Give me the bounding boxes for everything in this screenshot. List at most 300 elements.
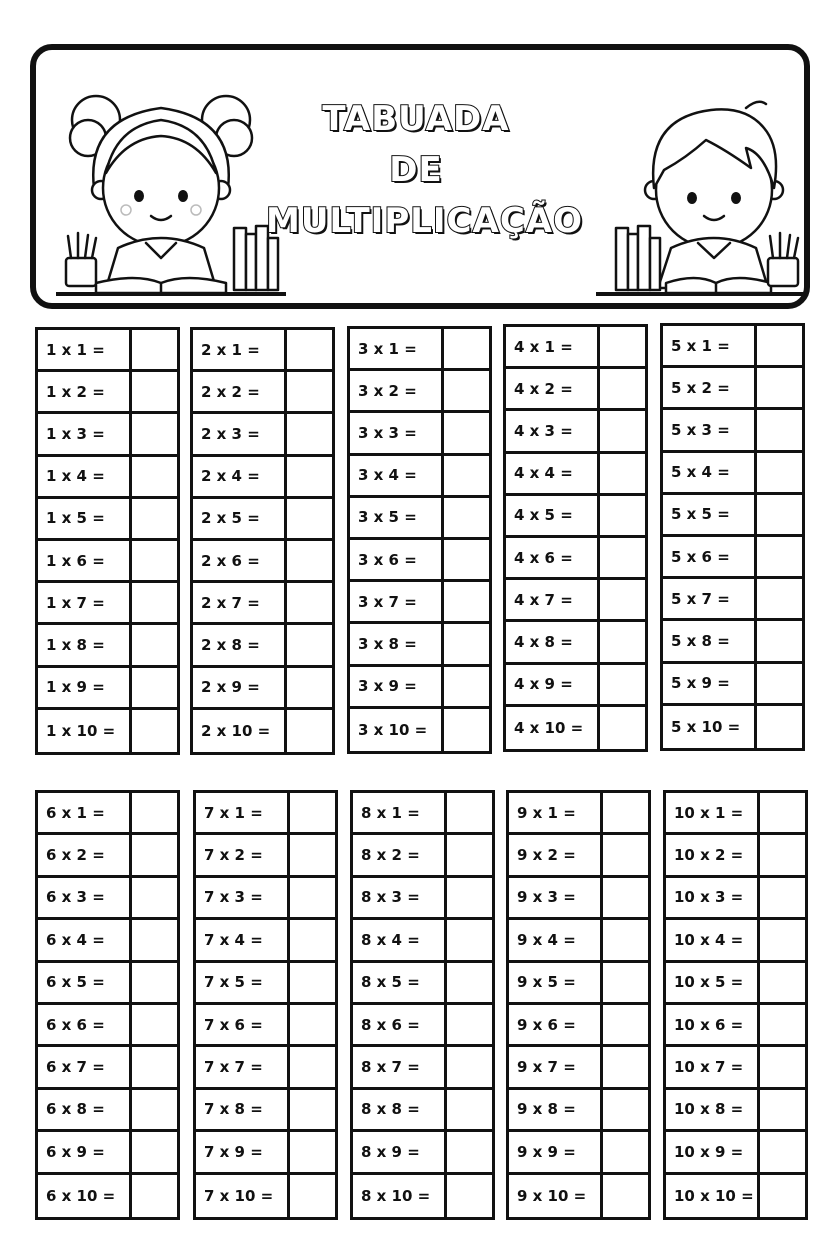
table-row <box>196 1175 335 1217</box>
equation-label: 3 x 6 = <box>358 550 417 569</box>
table-row <box>38 1047 177 1089</box>
answer-box[interactable] <box>754 537 802 576</box>
answer-box[interactable] <box>284 541 332 580</box>
answer-box[interactable] <box>287 1175 335 1217</box>
answer-box[interactable] <box>757 1090 805 1129</box>
answer-box[interactable] <box>284 372 332 411</box>
answer-box[interactable] <box>129 1047 177 1086</box>
equation-label: 6 x 3 = <box>46 888 105 907</box>
table-row <box>196 1005 335 1047</box>
equation-label: 8 x 1 = <box>361 803 420 822</box>
table-row <box>506 369 645 411</box>
answer-box[interactable] <box>757 793 805 832</box>
answer-box[interactable] <box>597 369 645 408</box>
answer-box[interactable] <box>441 624 489 663</box>
title-line-1: TABUADA <box>322 99 510 139</box>
table-row <box>350 540 489 582</box>
table-row <box>38 920 177 962</box>
equation-label: 4 x 4 = <box>514 464 573 483</box>
equation-label: 10 x 2 = <box>674 846 744 865</box>
table-row <box>38 1005 177 1047</box>
answer-box[interactable] <box>129 793 177 832</box>
answer-box[interactable] <box>287 963 335 1002</box>
equation-label: 8 x 6 = <box>361 1015 420 1034</box>
table-row <box>193 710 332 752</box>
equation-label: 9 x 1 = <box>517 803 576 822</box>
equation-label: 10 x 6 = <box>674 1015 744 1034</box>
equation-label: 6 x 2 = <box>46 846 105 865</box>
equation-label: 3 x 9 = <box>358 677 417 696</box>
table-row <box>350 667 489 709</box>
answer-box[interactable] <box>444 1005 492 1044</box>
table-row <box>663 664 802 706</box>
answer-box[interactable] <box>754 579 802 618</box>
table-row <box>506 496 645 538</box>
equation-label: 6 x 8 = <box>46 1100 105 1119</box>
answer-box[interactable] <box>757 835 805 874</box>
table-row <box>38 710 177 752</box>
table-row <box>38 835 177 877</box>
title-banner <box>30 44 810 309</box>
answer-box[interactable] <box>129 668 177 707</box>
table-row <box>666 1047 805 1089</box>
table-row <box>663 706 802 748</box>
answer-box[interactable] <box>129 541 177 580</box>
equation-label: 4 x 9 = <box>514 675 573 694</box>
table-row <box>193 330 332 372</box>
answer-box[interactable] <box>441 456 489 495</box>
answer-box[interactable] <box>284 710 332 752</box>
answer-box[interactable] <box>597 707 645 749</box>
equation-label: 9 x 6 = <box>517 1015 576 1034</box>
times-table-5 <box>660 323 805 751</box>
table-row <box>506 538 645 580</box>
equation-label: 8 x 7 = <box>361 1058 420 1077</box>
answer-box[interactable] <box>600 835 648 874</box>
answer-box[interactable] <box>444 1090 492 1129</box>
table-row <box>506 580 645 622</box>
answer-box[interactable] <box>754 453 802 492</box>
answer-box[interactable] <box>284 499 332 538</box>
equation-label: 10 x 4 = <box>674 930 744 949</box>
table-row <box>196 878 335 920</box>
equation-label: 7 x 9 = <box>204 1142 263 1161</box>
equation-label: 2 x 4 = <box>201 467 260 486</box>
equation-label: 6 x 9 = <box>46 1142 105 1161</box>
answer-box[interactable] <box>757 1047 805 1086</box>
table-row <box>350 709 489 751</box>
equation-label: 2 x 1 = <box>201 340 260 359</box>
equation-label: 5 x 6 = <box>671 547 730 566</box>
equation-label: 4 x 7 = <box>514 590 573 609</box>
equation-label: 8 x 5 = <box>361 973 420 992</box>
equation-label: 7 x 8 = <box>204 1100 263 1119</box>
table-row <box>506 707 645 749</box>
table-row <box>38 668 177 710</box>
equation-label: 6 x 10 = <box>46 1186 116 1205</box>
table-row <box>509 1132 648 1174</box>
equation-label: 8 x 4 = <box>361 930 420 949</box>
answer-box[interactable] <box>754 664 802 703</box>
table-row <box>353 793 492 835</box>
answer-box[interactable] <box>129 1090 177 1129</box>
table-row <box>38 541 177 583</box>
table-row <box>38 963 177 1005</box>
boy-reading-icon <box>596 78 806 298</box>
answer-box[interactable] <box>129 330 177 369</box>
equation-label: 6 x 4 = <box>46 930 105 949</box>
equation-label: 5 x 5 = <box>671 505 730 524</box>
table-row <box>38 1132 177 1174</box>
answer-box[interactable] <box>600 878 648 917</box>
equation-label: 1 x 3 = <box>46 424 105 443</box>
answer-box[interactable] <box>597 496 645 535</box>
equation-label: 9 x 3 = <box>517 888 576 907</box>
equation-label: 8 x 2 = <box>361 846 420 865</box>
table-row <box>353 920 492 962</box>
answer-box[interactable] <box>597 411 645 450</box>
equation-label: 6 x 7 = <box>46 1058 105 1077</box>
answer-box[interactable] <box>441 667 489 706</box>
times-table-1 <box>35 327 180 755</box>
table-row <box>506 622 645 664</box>
answer-box[interactable] <box>444 920 492 959</box>
table-row <box>38 414 177 456</box>
equation-label: 1 x 4 = <box>46 467 105 486</box>
answer-box[interactable] <box>129 878 177 917</box>
answer-box[interactable] <box>129 499 177 538</box>
table-row <box>350 582 489 624</box>
equation-label: 10 x 8 = <box>674 1100 744 1119</box>
answer-box[interactable] <box>287 1047 335 1086</box>
answer-box[interactable] <box>287 793 335 832</box>
equation-label: 6 x 1 = <box>46 803 105 822</box>
answer-box[interactable] <box>757 920 805 959</box>
equation-label: 8 x 9 = <box>361 1142 420 1161</box>
times-table-7 <box>193 790 338 1220</box>
table-row <box>353 963 492 1005</box>
answer-box[interactable] <box>757 878 805 917</box>
equation-label: 9 x 5 = <box>517 973 576 992</box>
answer-box[interactable] <box>284 583 332 622</box>
table-row <box>666 793 805 835</box>
times-table-3 <box>347 326 492 754</box>
equation-label: 5 x 8 = <box>671 631 730 650</box>
equation-label: 3 x 3 = <box>358 423 417 442</box>
table-row <box>509 920 648 962</box>
table-row <box>666 835 805 877</box>
answer-box[interactable] <box>284 625 332 664</box>
answer-box[interactable] <box>754 410 802 449</box>
table-row <box>196 1132 335 1174</box>
equation-label: 1 x 10 = <box>46 721 116 740</box>
table-row <box>193 668 332 710</box>
equation-label: 2 x 8 = <box>201 635 260 654</box>
equation-label: 3 x 4 = <box>358 466 417 485</box>
equation-label: 10 x 7 = <box>674 1058 744 1077</box>
table-row <box>663 453 802 495</box>
answer-box[interactable] <box>754 706 802 748</box>
times-table-6 <box>35 790 180 1220</box>
answer-box[interactable] <box>129 920 177 959</box>
equation-label: 1 x 6 = <box>46 551 105 570</box>
equation-label: 1 x 9 = <box>46 678 105 697</box>
answer-box[interactable] <box>600 1047 648 1086</box>
answer-box[interactable] <box>597 622 645 661</box>
answer-box[interactable] <box>129 1132 177 1171</box>
answer-box[interactable] <box>754 326 802 365</box>
table-row <box>509 963 648 1005</box>
answer-box[interactable] <box>600 1175 648 1217</box>
table-row <box>193 499 332 541</box>
answer-box[interactable] <box>600 793 648 832</box>
equation-label: 2 x 5 = <box>201 509 260 528</box>
answer-box[interactable] <box>757 1005 805 1044</box>
table-row <box>506 411 645 453</box>
equation-label: 4 x 1 = <box>514 337 573 356</box>
equation-label: 8 x 10 = <box>361 1186 431 1205</box>
title-line-2: DE <box>389 150 443 190</box>
equation-label: 3 x 5 = <box>358 508 417 527</box>
equation-label: 9 x 8 = <box>517 1100 576 1119</box>
table-row <box>38 625 177 667</box>
answer-box[interactable] <box>600 1132 648 1171</box>
answer-box[interactable] <box>129 710 177 752</box>
answer-box[interactable] <box>287 1132 335 1171</box>
equation-label: 2 x 2 = <box>201 382 260 401</box>
answer-box[interactable] <box>444 835 492 874</box>
equation-label: 5 x 3 = <box>671 420 730 439</box>
equation-label: 7 x 5 = <box>204 973 263 992</box>
equation-label: 4 x 2 = <box>514 379 573 398</box>
equation-label: 6 x 6 = <box>46 1015 105 1034</box>
table-row <box>38 372 177 414</box>
answer-box[interactable] <box>597 665 645 704</box>
equation-label: 10 x 5 = <box>674 973 744 992</box>
answer-box[interactable] <box>441 329 489 368</box>
answer-box[interactable] <box>129 1005 177 1044</box>
answer-box[interactable] <box>284 330 332 369</box>
table-row <box>353 1132 492 1174</box>
times-table-2 <box>190 327 335 755</box>
times-table-8 <box>350 790 495 1220</box>
table-row <box>663 579 802 621</box>
table-row <box>353 878 492 920</box>
answer-box[interactable] <box>597 580 645 619</box>
title-line-3: MULTIPLICAÇÃO <box>266 201 583 241</box>
answer-box[interactable] <box>600 963 648 1002</box>
table-row <box>509 1047 648 1089</box>
table-row <box>38 457 177 499</box>
answer-box[interactable] <box>441 540 489 579</box>
table-row <box>663 410 802 452</box>
equation-label: 7 x 1 = <box>204 803 263 822</box>
table-row <box>353 1090 492 1132</box>
table-row <box>350 498 489 540</box>
equation-label: 5 x 9 = <box>671 674 730 693</box>
equation-label: 9 x 9 = <box>517 1142 576 1161</box>
table-row <box>38 1090 177 1132</box>
equation-label: 3 x 1 = <box>358 339 417 358</box>
answer-box[interactable] <box>287 1005 335 1044</box>
answer-box[interactable] <box>444 793 492 832</box>
answer-box[interactable] <box>597 327 645 366</box>
answer-box[interactable] <box>287 835 335 874</box>
table-row <box>196 1047 335 1089</box>
answer-box[interactable] <box>441 371 489 410</box>
equation-label: 8 x 3 = <box>361 888 420 907</box>
equation-label: 2 x 3 = <box>201 424 260 443</box>
equation-label: 4 x 3 = <box>514 421 573 440</box>
answer-box[interactable] <box>441 498 489 537</box>
equation-label: 2 x 10 = <box>201 721 271 740</box>
table-row <box>350 624 489 666</box>
answer-box[interactable] <box>754 621 802 660</box>
table-row <box>196 963 335 1005</box>
table-row <box>196 1090 335 1132</box>
answer-box[interactable] <box>757 1175 805 1217</box>
table-row <box>663 326 802 368</box>
equation-label: 1 x 2 = <box>46 382 105 401</box>
answer-box[interactable] <box>441 413 489 452</box>
equation-label: 10 x 1 = <box>674 803 744 822</box>
table-row <box>193 625 332 667</box>
table-row <box>666 878 805 920</box>
page-title <box>266 90 583 250</box>
answer-box[interactable] <box>600 1090 648 1129</box>
answer-box[interactable] <box>129 835 177 874</box>
table-row <box>38 330 177 372</box>
equation-label: 3 x 7 = <box>358 592 417 611</box>
equation-label: 7 x 4 = <box>204 930 263 949</box>
equation-label: 4 x 5 = <box>514 506 573 525</box>
equation-label: 2 x 7 = <box>201 593 260 612</box>
answer-box[interactable] <box>129 1175 177 1217</box>
equation-label: 5 x 2 = <box>671 378 730 397</box>
table-row <box>196 920 335 962</box>
table-row <box>353 1005 492 1047</box>
table-row <box>666 1090 805 1132</box>
answer-box[interactable] <box>597 454 645 493</box>
table-row <box>353 1175 492 1217</box>
answer-box[interactable] <box>287 920 335 959</box>
times-table-10 <box>663 790 808 1220</box>
table-row <box>350 413 489 455</box>
answer-box[interactable] <box>597 538 645 577</box>
table-row <box>38 1175 177 1217</box>
table-row <box>196 835 335 877</box>
answer-box[interactable] <box>129 414 177 453</box>
equation-label: 5 x 1 = <box>671 336 730 355</box>
answer-box[interactable] <box>284 414 332 453</box>
equation-label: 5 x 7 = <box>671 589 730 608</box>
answer-box[interactable] <box>129 457 177 496</box>
answer-box[interactable] <box>287 1090 335 1129</box>
answer-box[interactable] <box>129 372 177 411</box>
table-row <box>350 329 489 371</box>
equation-label: 9 x 2 = <box>517 846 576 865</box>
table-row <box>663 537 802 579</box>
table-row <box>350 371 489 413</box>
table-row <box>666 1005 805 1047</box>
answer-box[interactable] <box>754 495 802 534</box>
table-row <box>193 372 332 414</box>
table-row <box>353 1047 492 1089</box>
answer-box[interactable] <box>444 963 492 1002</box>
equation-label: 10 x 3 = <box>674 888 744 907</box>
equation-label: 8 x 8 = <box>361 1100 420 1119</box>
equation-label: 3 x 2 = <box>358 381 417 400</box>
answer-box[interactable] <box>600 1005 648 1044</box>
answer-box[interactable] <box>441 709 489 751</box>
table-row <box>38 793 177 835</box>
answer-box[interactable] <box>444 878 492 917</box>
equation-label: 10 x 9 = <box>674 1142 744 1161</box>
table-row <box>509 835 648 877</box>
table-row <box>506 665 645 707</box>
table-row <box>196 793 335 835</box>
table-row <box>663 621 802 663</box>
equation-label: 7 x 10 = <box>204 1186 274 1205</box>
table-row <box>666 1132 805 1174</box>
table-row <box>509 1175 648 1217</box>
answer-box[interactable] <box>444 1175 492 1217</box>
answer-box[interactable] <box>129 583 177 622</box>
table-row <box>38 878 177 920</box>
answer-box[interactable] <box>441 582 489 621</box>
equation-label: 9 x 7 = <box>517 1058 576 1077</box>
answer-box[interactable] <box>129 963 177 1002</box>
girl-reading-icon <box>56 78 286 298</box>
equation-label: 2 x 9 = <box>201 678 260 697</box>
equation-label: 4 x 8 = <box>514 632 573 651</box>
equation-label: 4 x 6 = <box>514 548 573 567</box>
answer-box[interactable] <box>444 1047 492 1086</box>
equation-label: 1 x 1 = <box>46 340 105 359</box>
table-row <box>509 878 648 920</box>
answer-box[interactable] <box>600 920 648 959</box>
equation-label: 3 x 10 = <box>358 720 428 739</box>
answer-box[interactable] <box>287 878 335 917</box>
answer-box[interactable] <box>284 668 332 707</box>
table-row <box>509 1005 648 1047</box>
equation-label: 1 x 5 = <box>46 509 105 528</box>
table-row <box>663 368 802 410</box>
answer-box[interactable] <box>754 368 802 407</box>
equation-label: 4 x 10 = <box>514 718 584 737</box>
equation-label: 9 x 10 = <box>517 1186 587 1205</box>
equation-label: 9 x 4 = <box>517 930 576 949</box>
table-row <box>666 920 805 962</box>
answer-box[interactable] <box>444 1132 492 1171</box>
equation-label: 6 x 5 = <box>46 973 105 992</box>
table-row <box>193 541 332 583</box>
equation-label: 7 x 3 = <box>204 888 263 907</box>
table-row <box>666 963 805 1005</box>
answer-box[interactable] <box>757 1132 805 1171</box>
equation-label: 7 x 2 = <box>204 846 263 865</box>
answer-box[interactable] <box>757 963 805 1002</box>
table-row <box>193 457 332 499</box>
table-row <box>506 327 645 369</box>
table-row <box>193 583 332 625</box>
answer-box[interactable] <box>129 625 177 664</box>
answer-box[interactable] <box>284 457 332 496</box>
times-table-4 <box>503 324 648 752</box>
equation-label: 5 x 10 = <box>671 717 741 736</box>
equation-label: 10 x 10 = <box>674 1186 754 1205</box>
table-row <box>663 495 802 537</box>
